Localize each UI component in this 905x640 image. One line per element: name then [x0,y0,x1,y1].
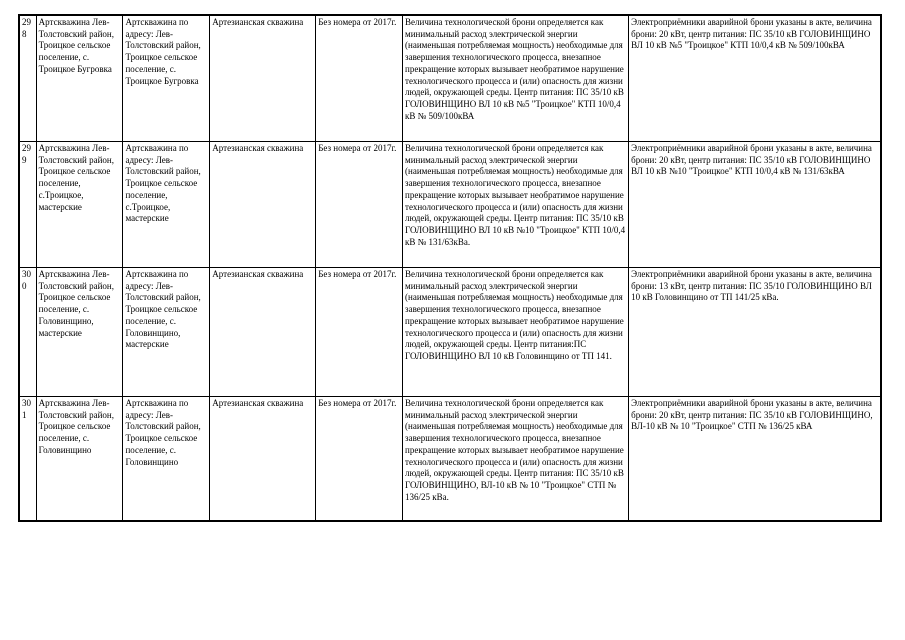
row-number: 299 [19,142,36,268]
armor-objects-table [18,14,882,522]
armor-description: Величина технологической брони определяется как минимальный расход электрической энергии (наименьшая потребляемая мощность) необходимые для завершения технологического процесса, внезапное прекращение которых вызывает необратимое нарушение технологического процесса и (или) опасность для жизни людей, окружающей среды. Центр питания: ПС 35/10 кВ ГОЛОВИНЩИНО ВЛ 10 кВ №5 "Троицкое" КТП 10/0,4 кВ № 509/100кВА [403,15,629,142]
registration-info: Без номера от 2017г. [316,15,403,142]
table-row [19,142,881,268]
armor-description: Величина технологической брони определяется как минимальный расход электрической энергии (наименьшая потребляемая мощность) необходимые для завершения технологического процесса, внезапное прекращение которых вызывает необратимое нарушение технологического процесса и (или) опасность для жизни людей, окружающей среды. Центр питания: ПС 35/10 кВ ГОЛОВИНЩИНО ВЛ 10 кВ №10 "Троицкое" КТП 10/0,4 кВ № 131/63кВа. [403,142,629,268]
object-address: Артскважина по адресу: Лев-Толстовский район, Троицкое сельское поселение, с. Головинщино [123,397,210,522]
object-address: Артскважина по адресу: Лев-Толстовский район, Троицкое сельское поселение, с. Головинщино, мастерские [123,268,210,397]
row-number: 298 [19,15,36,142]
armor-description: Величина технологической брони определяется как минимальный расход электрической энергии (наименьшая потребляемая мощность) необходимые для завершения технологического процесса, внезапное прекращение которых вызывает необратимое нарушение технологического процесса и (или) опасность для жизни людей, окружающей среды. Центр питания: ПС 35/10 кВ ГОЛОВИНЩИНО, ВЛ-10 кВ № 10 "Троицкое" СТП № 136/25 кВа. [403,397,629,522]
armor-note: Электроприёмники аварийной брони указаны в акте, величина брони: 13 кВт, центр питания: ПС 35/10 ГОЛОВИНЩИНО ВЛ 10 кВ Головинщино от ТП 141/25 кВа. [629,268,881,397]
registration-info: Без номера от 2017г. [316,142,403,268]
object-name: Артскважина Лев-Толстовский район, Троицкое сельское поселение, с. Троицкое Бугровка [36,15,123,142]
object-type: Артезианская скважина [210,142,316,268]
row-number: 301 [19,397,36,522]
registration-info: Без номера от 2017г. [316,397,403,522]
armor-note: Электроприёмники аварийной брони указаны в акте, величина брони: 20 кВт, центр питания: ПС 35/10 кВ ГОЛОВИНЩИНО ВЛ 10 кВ №10 "Троицкое" КТП 10/0,4 кВ № 131/63кВА [629,142,881,268]
object-type: Артезианская скважина [210,268,316,397]
object-name: Артскважина Лев-Толстовский район, Троицкое сельское поселение, с.Троицкое, мастерские [36,142,123,268]
row-number: 300 [19,268,36,397]
armor-note: Электроприёмники аварийной брони указаны в акте, величина брони: 20 кВт, центр питания: ПС 35/10 кВ ГОЛОВИНЩИНО ВЛ 10 кВ №5 "Троицкое" КТП 10/0,4 кВ № 509/100кВА [629,15,881,142]
table-row [19,397,881,522]
object-name: Артскважина Лев-Толстовский район, Троицкое сельское поселение, с. Головинщино [36,397,123,522]
registration-info: Без номера от 2017г. [316,268,403,397]
object-name: Артскважина Лев-Толстовский район, Троицкое сельское поселение, с. Головинщино, мастерские [36,268,123,397]
object-address: Артскважина по адресу: Лев-Толстовский район, Троицкое сельское поселение, с. Троицкое Бугровка [123,15,210,142]
object-address: Артскважина по адресу: Лев-Толстовский район, Троицкое сельское поселение, с.Троицкое, мастерские [123,142,210,268]
armor-description: Величина технологической брони определяется как минимальный расход электрической энергии (наименьшая потребляемая мощность) необходимые для завершения технологического процесса, внезапное прекращение которых вызывает необратимое нарушение технологического процесса и (или) опасность для жизни людей, окружающей среды. Центр питания:ПС ГОЛОВИНЩИНО ВЛ 10 кВ Головинщино от ТП 141. [403,268,629,397]
object-type: Артезианская скважина [210,397,316,522]
object-type: Артезианская скважина [210,15,316,142]
table-row [19,268,881,397]
table-row [19,15,881,142]
armor-note: Электроприёмники аварийной брони указаны в акте, величина брони: 20 кВт, центр питания: ПС 35/10 кВ ГОЛОВИНЩИНО, ВЛ-10 кВ № 10 "Троицкое" СТП № 136/25 кВА [629,397,881,522]
